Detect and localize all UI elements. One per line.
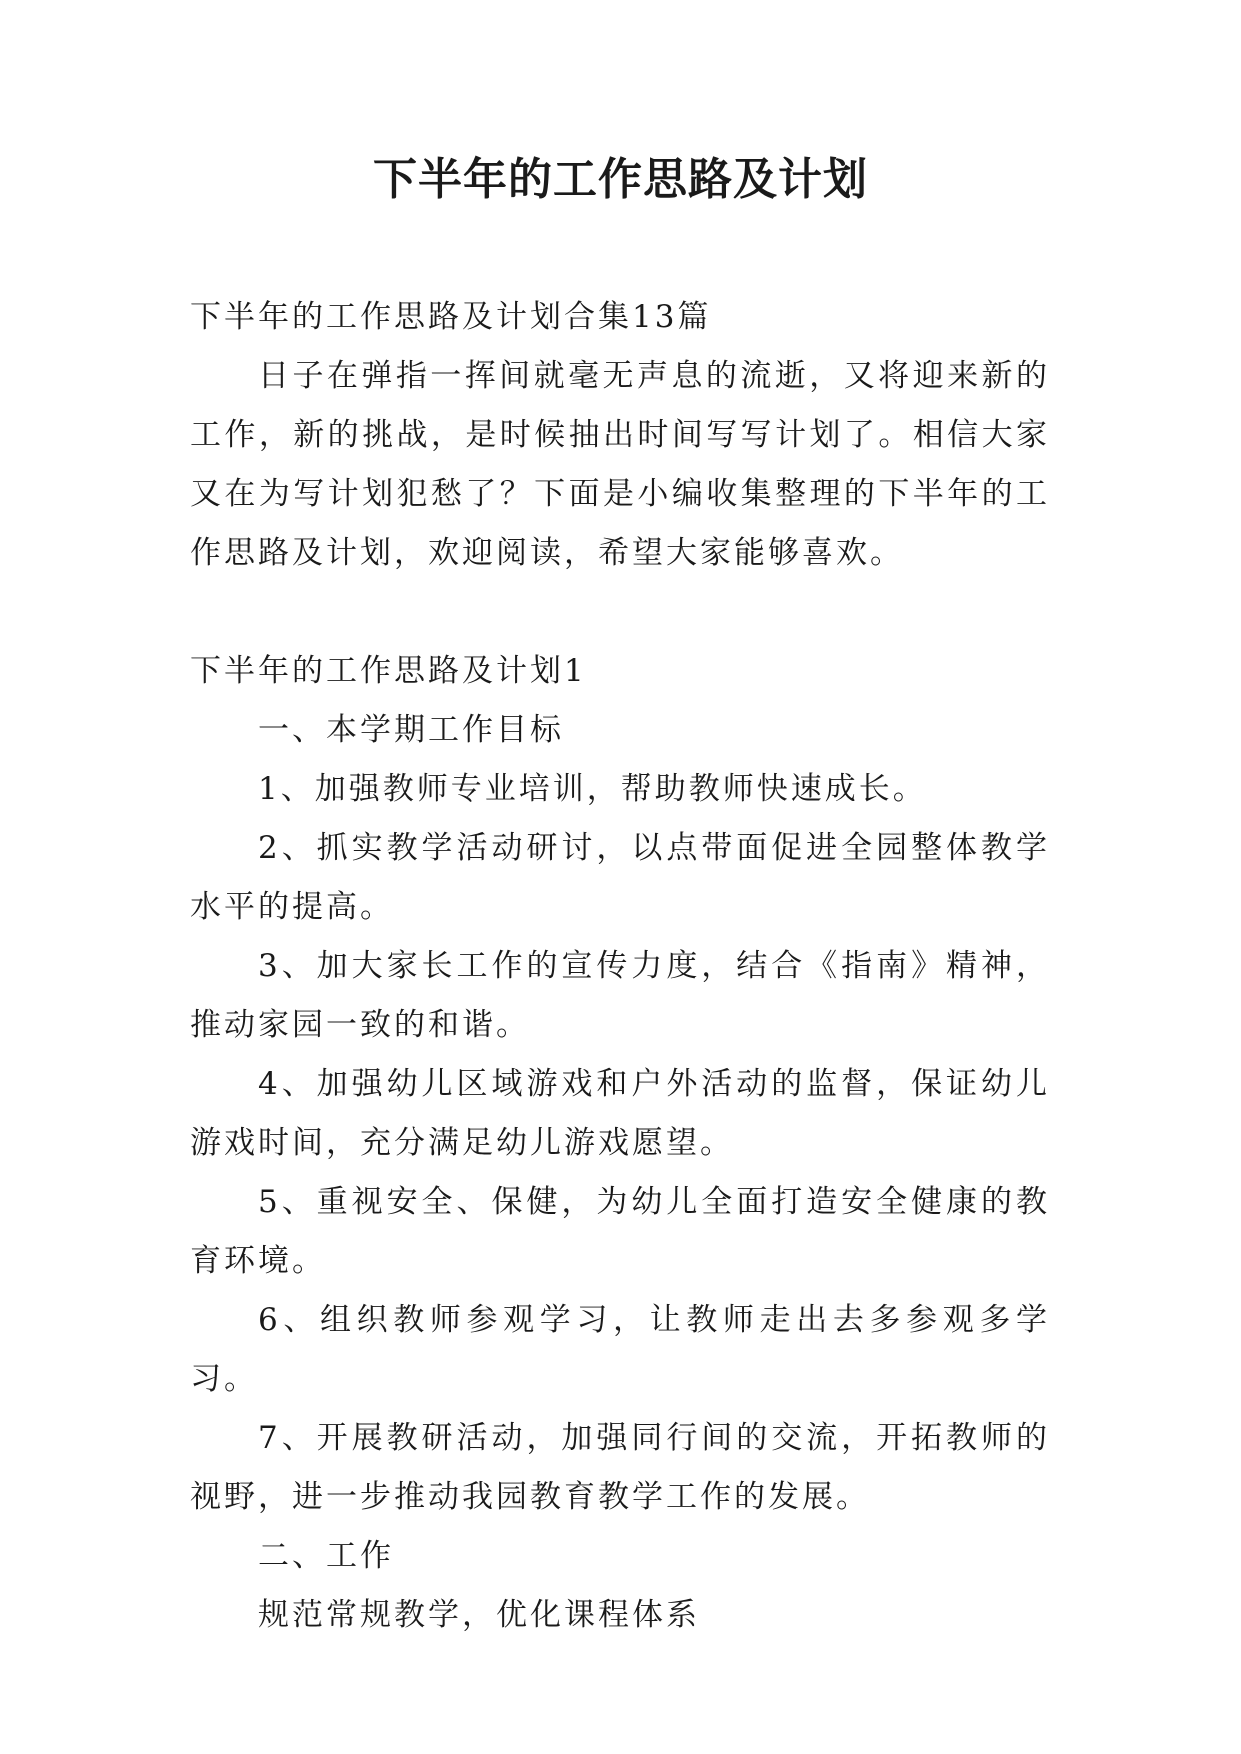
- goal-item: 4、加强幼儿区域游戏和户外活动的监督，保证幼儿游戏时间，充分满足幼儿游戏愿望。: [190, 1066, 1050, 1161]
- part2-subheading: 规范常规教学，优化课程体系: [258, 1597, 700, 1633]
- intro-paragraph: 日子在弹指一挥间就毫无声息的流逝，又将迎来新的工作，新的挑战，是时候抽出时间写写计划了。相信大家又在为写计划犯愁了？下面是小编收集整理的下半年的工作思路及计划，欢迎阅读，希望大家能够喜欢。: [190, 358, 1050, 571]
- part1-heading: 一、本学期工作目标: [258, 712, 564, 748]
- document-body: [190, 288, 1050, 1645]
- part2-heading: 二、工作: [258, 1538, 394, 1574]
- goal-item: 5、重视安全、保健，为幼儿全面打造安全健康的教育环境。: [190, 1184, 1050, 1279]
- goal-item: 3、加大家长工作的宣传力度，结合《指南》精神，推动家园一致的和谐。: [190, 948, 1050, 1043]
- goal-item: 2、抓实教学活动研讨，以点带面促进全园整体教学水平的提高。: [190, 830, 1050, 925]
- goal-item: 7、开展教研活动，加强同行间的交流，开拓教师的视野，进一步推动我园教育教学工作的发展。: [190, 1420, 1050, 1515]
- section-heading: 下半年的工作思路及计划1: [190, 653, 587, 689]
- goal-item: 1、加强教师专业培训，帮助教师快速成长。: [258, 771, 927, 807]
- goal-item: 6、组织教师参观学习，让教师走出去多参观多学习。: [190, 1302, 1050, 1397]
- document-title: 下半年的工作思路及计划: [373, 154, 868, 205]
- subtitle-line: 下半年的工作思路及计划合集13篇: [190, 299, 712, 335]
